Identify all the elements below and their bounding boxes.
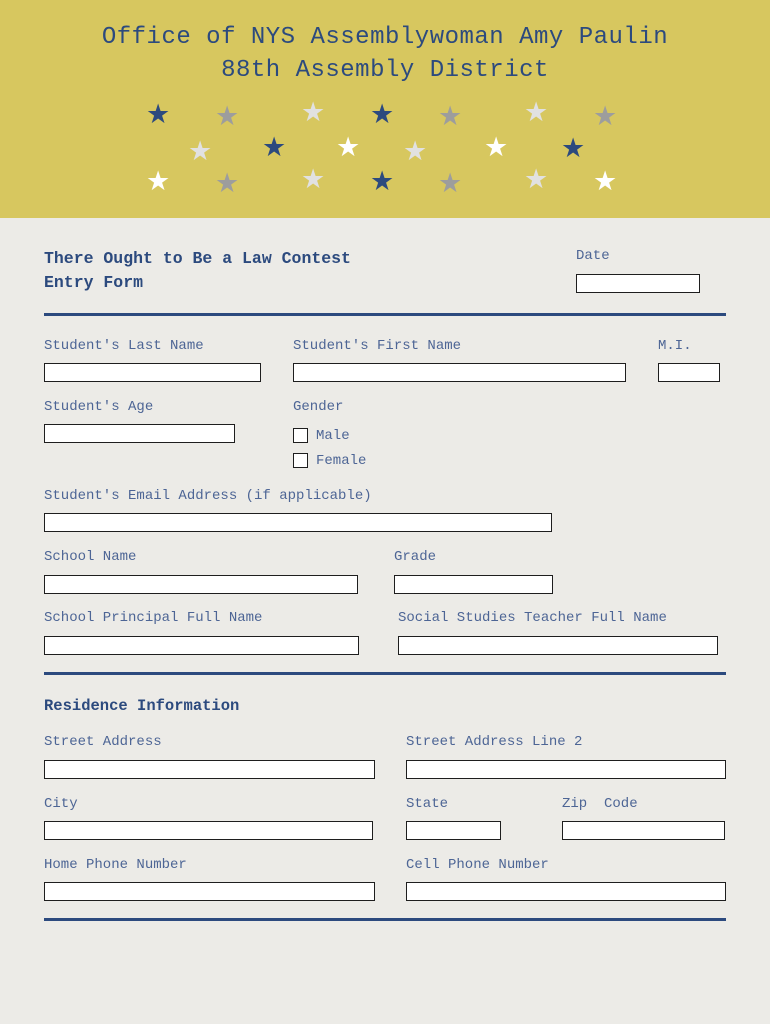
male-checkbox[interactable]	[293, 428, 308, 443]
mi-label: M.I.	[658, 338, 692, 354]
last-name-label: Student's Last Name	[44, 338, 204, 354]
state-field[interactable]	[406, 821, 501, 840]
street-label: Street Address	[44, 734, 162, 750]
form-title: There Ought to Be a Law Contest	[44, 249, 351, 268]
grade-field[interactable]	[394, 575, 553, 594]
star-icon: ★	[262, 132, 287, 163]
email-field[interactable]	[44, 513, 552, 532]
teacher-field[interactable]	[398, 636, 718, 655]
home-phone-field[interactable]	[44, 882, 375, 901]
star-icon: ★	[215, 168, 240, 199]
city-field[interactable]	[44, 821, 373, 840]
star-icon: ★	[301, 164, 326, 195]
star-icon: ★	[370, 99, 395, 130]
star-icon: ★	[593, 166, 618, 197]
cell-phone-field[interactable]	[406, 882, 726, 901]
office-title: Office of NYS Assemblywoman Amy Paulin	[101, 24, 669, 51]
street2-label: Street Address Line 2	[406, 734, 583, 750]
last-name-field[interactable]	[44, 363, 261, 382]
divider	[44, 918, 726, 921]
star-icon: ★	[438, 101, 463, 132]
grade-label: Grade	[394, 549, 437, 565]
star-icon: ★	[593, 101, 618, 132]
zip-field[interactable]	[562, 821, 725, 840]
star-icon: ★	[146, 99, 171, 130]
star-icon: ★	[438, 168, 463, 199]
star-icon: ★	[561, 133, 586, 164]
residence-heading: Residence Information	[44, 697, 240, 715]
email-label: Student's Email Address (if applicable)	[44, 488, 372, 504]
age-field[interactable]	[44, 424, 235, 443]
principal-field[interactable]	[44, 636, 359, 655]
gender-label: Gender	[293, 399, 344, 415]
star-icon: ★	[524, 97, 549, 128]
star-icon: ★	[370, 166, 395, 197]
date-label: Date	[576, 248, 610, 264]
star-icon: ★	[188, 136, 213, 167]
star-icon: ★	[301, 97, 326, 128]
home-phone-label: Home Phone Number	[44, 857, 187, 873]
principal-label: School Principal Full Name	[44, 610, 263, 626]
state-label: State	[406, 796, 449, 812]
first-name-field[interactable]	[293, 363, 626, 382]
star-icon: ★	[403, 136, 428, 167]
form-subtitle: Entry Form	[44, 273, 144, 292]
age-label: Student's Age	[44, 399, 154, 415]
star-icon: ★	[215, 101, 240, 132]
star-icon: ★	[336, 132, 361, 163]
street2-field[interactable]	[406, 760, 726, 779]
school-label: School Name	[44, 549, 137, 565]
star-icon: ★	[146, 166, 171, 197]
star-icon: ★	[484, 132, 509, 163]
divider	[44, 313, 726, 316]
star-icon: ★	[524, 164, 549, 195]
street-field[interactable]	[44, 760, 375, 779]
school-field[interactable]	[44, 575, 358, 594]
cell-phone-label: Cell Phone Number	[406, 857, 549, 873]
city-label: City	[44, 796, 78, 812]
female-checkbox[interactable]	[293, 453, 308, 468]
header-banner	[0, 0, 770, 218]
date-field[interactable]	[576, 274, 700, 293]
male-label: Male	[316, 428, 350, 444]
female-label: Female	[316, 453, 367, 469]
district-title: 88th Assembly District	[221, 57, 549, 84]
divider	[44, 672, 726, 675]
first-name-label: Student's First Name	[293, 338, 462, 354]
zip-label: Zip Code	[562, 796, 638, 812]
mi-field[interactable]	[658, 363, 720, 382]
teacher-label: Social Studies Teacher Full Name	[398, 610, 667, 626]
